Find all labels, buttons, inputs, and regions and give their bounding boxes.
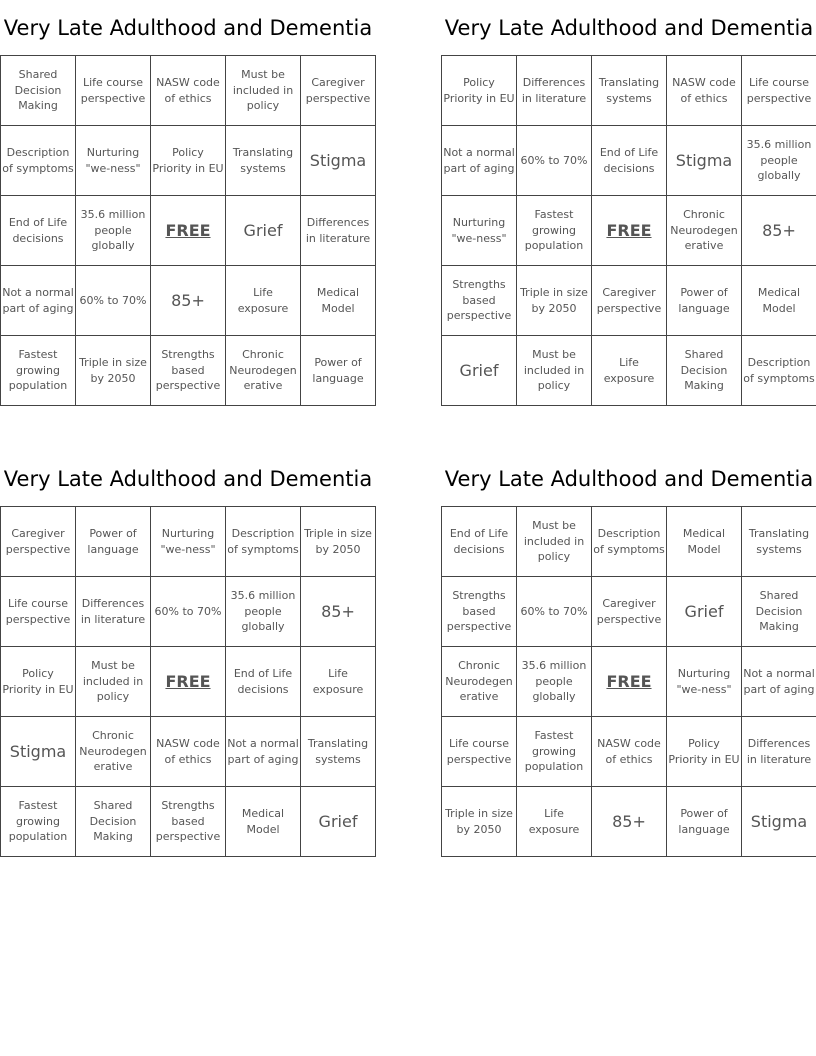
bingo-cell: Policy Priority in EU	[1, 647, 76, 717]
bingo-cell: Must be included in policy	[76, 647, 151, 717]
grid-row	[1, 577, 376, 647]
grid-row	[442, 647, 816, 717]
bingo-cell: 60% to 70%	[517, 577, 592, 647]
bingo-cell: Description of symptoms	[742, 336, 816, 406]
free-space-cell: FREE	[151, 647, 226, 717]
bingo-card-4	[441, 451, 816, 857]
bingo-cell: Caregiver perspective	[592, 266, 667, 336]
bingo-cell: Life exposure	[301, 647, 376, 717]
bingo-cell: Fastest growing population	[517, 196, 592, 266]
grid-row	[442, 577, 816, 647]
bingo-cell: 60% to 70%	[151, 577, 226, 647]
bingo-cell: Nurturing "we-ness"	[442, 196, 517, 266]
bingo-cell: Stigma	[667, 126, 742, 196]
bingo-cell: Power of language	[667, 787, 742, 857]
bingo-cell: Stigma	[1, 717, 76, 787]
bingo-cell: Triple in size by 2050	[76, 336, 151, 406]
bingo-cell: Must be included in policy	[517, 336, 592, 406]
bingo-cell: 35.6 million people globally	[226, 577, 301, 647]
bingo-cell: Grief	[667, 577, 742, 647]
bingo-cell: Not a normal part of aging	[442, 126, 517, 196]
bingo-cell: Life exposure	[517, 787, 592, 857]
bingo-cell: Strengths based perspective	[151, 336, 226, 406]
card-title: Very Late Adulthood and Dementia	[3, 15, 373, 40]
bingo-cell: Description of symptoms	[1, 126, 76, 196]
bingo-cell: Differences in literature	[301, 196, 376, 266]
bingo-cell: Shared Decision Making	[667, 336, 742, 406]
grid-row	[1, 56, 376, 126]
bingo-cell: Fastest growing population	[1, 787, 76, 857]
bingo-cell: Translating systems	[592, 56, 667, 126]
bingo-cell: NASW code of ethics	[667, 56, 742, 126]
grid-row	[1, 647, 376, 717]
bingo-cell: Medical Model	[226, 787, 301, 857]
bingo-cell: Life course perspective	[1, 577, 76, 647]
bingo-cell: Strengths based perspective	[442, 266, 517, 336]
bingo-cell: End of Life decisions	[226, 647, 301, 717]
grid-row	[1, 507, 376, 577]
bingo-cell: Policy Priority in EU	[151, 126, 226, 196]
bingo-cell: End of Life decisions	[592, 126, 667, 196]
bingo-cell: 85+	[742, 196, 816, 266]
bingo-cell: Power of language	[667, 266, 742, 336]
bingo-cell: Triple in size by 2050	[442, 787, 517, 857]
grid-row	[442, 266, 816, 336]
bingo-card-1	[0, 0, 376, 406]
bingo-cell: Differences in literature	[76, 577, 151, 647]
bingo-cell: Triple in size by 2050	[301, 507, 376, 577]
free-space-cell: FREE	[592, 647, 667, 717]
bingo-cell: Differences in literature	[517, 56, 592, 126]
bingo-cell: Strengths based perspective	[151, 787, 226, 857]
bingo-cell: Life exposure	[226, 266, 301, 336]
bingo-cell: Translating systems	[226, 126, 301, 196]
bingo-cell: Nurturing "we-ness"	[76, 126, 151, 196]
bingo-cell: Differences in literature	[742, 717, 816, 787]
bingo-grid	[441, 55, 816, 406]
bingo-grid	[0, 55, 376, 406]
bingo-cell: Description of symptoms	[592, 507, 667, 577]
bingo-cell: Chronic Neurodegenerative	[442, 647, 517, 717]
bingo-cell: End of Life decisions	[442, 507, 517, 577]
bingo-cell: Grief	[442, 336, 517, 406]
bingo-cell: Power of language	[301, 336, 376, 406]
bingo-cell: Caregiver perspective	[592, 577, 667, 647]
bingo-cell: Not a normal part of aging	[1, 266, 76, 336]
bingo-cell: End of Life decisions	[1, 196, 76, 266]
bingo-cell: Not a normal part of aging	[226, 717, 301, 787]
bingo-cell: 35.6 million people globally	[76, 196, 151, 266]
bingo-cell: Chronic Neurodegenerative	[226, 336, 301, 406]
grid-row	[442, 717, 816, 787]
bingo-cell: Must be included in policy	[517, 507, 592, 577]
grid-row	[442, 196, 816, 266]
grid-row	[442, 507, 816, 577]
free-space-cell: FREE	[592, 196, 667, 266]
grid-row	[442, 126, 816, 196]
bingo-cell: Shared Decision Making	[1, 56, 76, 126]
bingo-cell: Strengths based perspective	[442, 577, 517, 647]
bingo-cell: Chronic Neurodegenerative	[667, 196, 742, 266]
bingo-grid	[0, 506, 376, 857]
grid-row	[1, 266, 376, 336]
bingo-cell: Grief	[226, 196, 301, 266]
bingo-cell: Must be included in policy	[226, 56, 301, 126]
bingo-cell: 35.6 million people globally	[742, 126, 816, 196]
bingo-cell: Policy Priority in EU	[667, 717, 742, 787]
bingo-cell: 60% to 70%	[517, 126, 592, 196]
bingo-cell: NASW code of ethics	[151, 717, 226, 787]
bingo-cell: Life exposure	[592, 336, 667, 406]
bingo-cell: Medical Model	[742, 266, 816, 336]
bingo-cell: Power of language	[76, 507, 151, 577]
card-title: Very Late Adulthood and Dementia	[444, 15, 814, 40]
bingo-cell: Description of symptoms	[226, 507, 301, 577]
grid-row	[1, 126, 376, 196]
bingo-cell: Caregiver perspective	[1, 507, 76, 577]
bingo-cell: Chronic Neurodegenerative	[76, 717, 151, 787]
bingo-grid	[441, 506, 816, 857]
bingo-cell: Stigma	[742, 787, 816, 857]
bingo-cell: Translating systems	[301, 717, 376, 787]
bingo-cell: Triple in size by 2050	[517, 266, 592, 336]
grid-row	[1, 336, 376, 406]
bingo-cell: 35.6 million people globally	[517, 647, 592, 717]
bingo-cell: Policy Priority in EU	[442, 56, 517, 126]
bingo-cell: Stigma	[301, 126, 376, 196]
bingo-cell: 85+	[151, 266, 226, 336]
bingo-cell: Life course perspective	[76, 56, 151, 126]
bingo-cell: 85+	[592, 787, 667, 857]
bingo-cell: Nurturing "we-ness"	[151, 507, 226, 577]
bingo-cell: Translating systems	[742, 507, 816, 577]
bingo-cell: Not a normal part of aging	[742, 647, 816, 717]
free-space-cell: FREE	[151, 196, 226, 266]
card-title: Very Late Adulthood and Dementia	[444, 466, 814, 491]
bingo-card-3	[0, 451, 376, 857]
card-title: Very Late Adulthood and Dementia	[3, 466, 373, 491]
bingo-cell: Medical Model	[301, 266, 376, 336]
bingo-cell: Caregiver perspective	[301, 56, 376, 126]
bingo-cell: NASW code of ethics	[151, 56, 226, 126]
bingo-cell: Nurturing "we-ness"	[667, 647, 742, 717]
grid-row	[1, 717, 376, 787]
bingo-cell: 85+	[301, 577, 376, 647]
bingo-cell: Shared Decision Making	[76, 787, 151, 857]
grid-row	[442, 787, 816, 857]
bingo-cell: Medical Model	[667, 507, 742, 577]
grid-row	[442, 336, 816, 406]
bingo-cell: Grief	[301, 787, 376, 857]
bingo-cell: Life course perspective	[442, 717, 517, 787]
bingo-cell: Shared Decision Making	[742, 577, 816, 647]
bingo-cell: NASW code of ethics	[592, 717, 667, 787]
bingo-cell: Life course perspective	[742, 56, 816, 126]
grid-row	[1, 196, 376, 266]
bingo-card-2	[441, 0, 816, 406]
bingo-cell: 60% to 70%	[76, 266, 151, 336]
bingo-cell: Fastest growing population	[1, 336, 76, 406]
grid-row	[442, 56, 816, 126]
grid-row	[1, 787, 376, 857]
bingo-cell: Fastest growing population	[517, 717, 592, 787]
